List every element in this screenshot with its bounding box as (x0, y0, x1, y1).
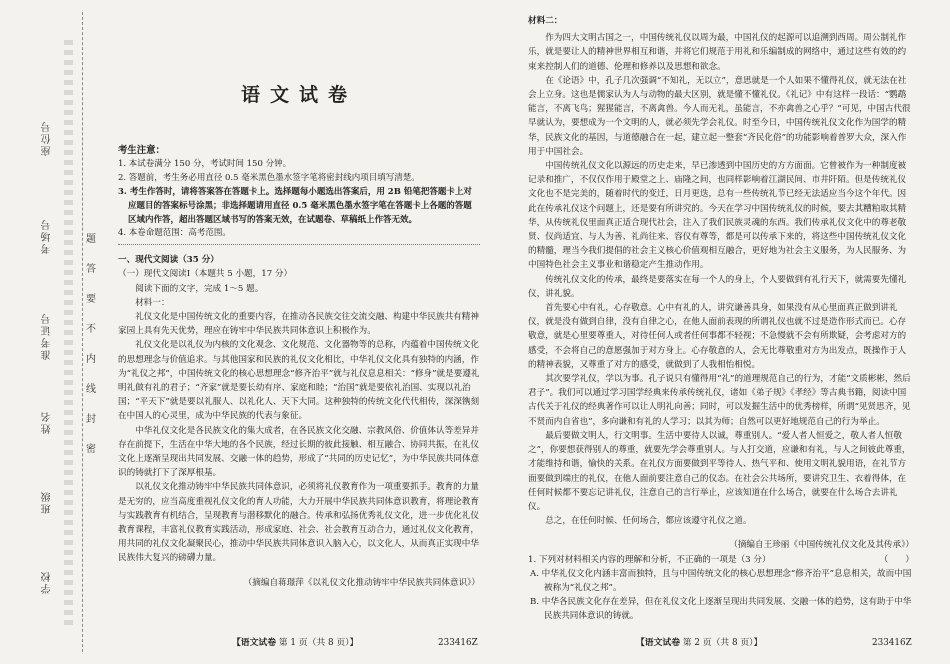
seal-char: 要 (86, 294, 96, 305)
seal-char: 封 (86, 414, 96, 425)
footer-label: 【语文试卷 (636, 638, 680, 648)
notice-item: 2. 答题前，考生务必用直径 0.5 毫米黑色墨水签字笔将密封线内项目填写清楚。 (118, 173, 420, 184)
page-2 (528, 14, 914, 624)
school-label: 学校 (42, 570, 53, 594)
footer-page: 第 2 页（共 8 页）】 (682, 638, 763, 648)
option-b: B. 中华各民族文化存在差异，但在礼仪文化上逐渐呈现出共同发展、交融一体的趋势，这有助于中华民族共同体意识的铸就。 (530, 597, 912, 622)
footer-code: 233416Z (438, 638, 478, 648)
material-label: 材料二： (528, 16, 563, 26)
exam-room-label: 考场号 (42, 218, 53, 254)
instructions: 阅读下面的文字，完成 1～5 题。 (135, 283, 264, 294)
paragraph: 在《论语》中，孔子几次强调“不知礼，无以立”，意思就是一个人如果不懂得礼仪，就无法在社会上立身。这也是儒家认为人与动物的最大区别，就是懂不懂礼仪。《礼记》中有这样一段话：“鹦鹉能言，不离飞鸟；猩猩能言，不离禽兽。今人而无礼，虽能言，不亦禽兽之心乎？”可见，中国古代很早就认为，要想成为一个文明的人，就必须先学会礼仪。时至今日，中国传统礼仪文化作为国学的精华，民族文化的基因，与道德融合在一起，建立起一整套“齐民化俗”的功能影响着普罗大众，深入作用于中国社会。 (528, 75, 911, 157)
page-1-footer (232, 635, 358, 648)
seal-char: 内 (86, 354, 96, 365)
paragraph: 礼仪文化是中国传统文化的重要内容，在推动各民族交往交流交融、构建中华民族共有精神家园上具有先天优势，理应在铸牢中华民族共同体意识上积极作为。 (118, 312, 479, 337)
ticket-number-label: 准考证号 (42, 312, 53, 360)
notice-title: 考生注意： (118, 145, 165, 157)
paragraph: 中华礼仪文化是各民族文化的集大成者，在各民族文化交融、宗教风俗、价值体认等差异并存在前提下，生活在中华大地的各个民族，经过长期的彼此接触、相互融合、协同共振，在礼仪文化上逐渐呈现出共同发展、交融一体的趋势，形成了“共同的历史记忆”，为中华民族共同体意识的铸就打下了深厚根基。 (118, 425, 480, 479)
section-heading: 一、现代文阅读（35 分） (118, 255, 219, 266)
footer-label: 【语文试卷 (232, 638, 276, 648)
notice-item: 4. 本卷命题范围：高考范围。 (118, 228, 231, 239)
binding-margin (0, 0, 112, 664)
paragraph: 最后要做文明人，行文明事。生活中要待人以诚，尊重别人。“爱人者人恒爱之，敬人者人恒敬之”，你要想获得别人的尊重，就要先学会尊重别人。与人打交道，应谦和有礼，与人之间彼此尊重，才能维持和谐，愉快的关系。在礼仪方面要做到平等待人、热气平和、使用文明礼貌用语，在礼节方面要做到端庄的礼仪，在他人面前要注意自己的仪态。在社会公共场所，要讲究卫生、衣着得体，在任何时候都不要忘记讲礼仪，注意自己的言行举止，应该知道在什么场合，就要在什么场合去讲礼仪。 (528, 430, 911, 512)
class-label: 班级 (42, 490, 53, 514)
paragraph: 其次要学礼仪，学以为事。孔子说只有懂得用“礼”的道理规范自己的行为，才能“文质彬彬，然后君子”。我们可以通过学习国学经典来传承传统礼仪，诸如《弟子规》《孝经》等古典书籍，阅读中国古代关于礼仪的经典著作可以让人明礼向善；同时，可以发掘生活中的优秀榜样，所谓“见贤思齐，见不贤而内自省也”，多向谦和有礼的人学习；以其为师；自然可以更好地规范自己的行为举止。 (528, 374, 911, 427)
material-label: 材料一： (135, 297, 170, 308)
paragraph: 中国传统礼仪文化以源远的历史走来，早已渗透到中国历史的方方面面。它曾被作为一种制度被记录和推广，不仅仅作用于殿堂之上、庙隆之间，也同样影响着江湖民间、市井阡陌。但是传统礼仪文化也不是完美的，随着时代的变迁，日月更迭，总有一些传统礼节已经无法适应当今这个年代。因此在传承礼仪这个问题上，还是要有所讲究的。今天在学习中国传统礼仪的时候，要去其糟粕取其精华，从传统礼仪里面真正适合现代社会，注入了我们民族灵魂的东西。我们传承礼仪文化中的尊老敬贤、仪尚适宜、与人为善、礼尚往来、容仪有尊等，都是可以传承下来的，将这些中国传统礼仪文化的精髓，理当今我们提倡的社会主义核心价值观相互融合，更好地为社会主义服务，为人民服务、为中国特色社会主义事业和谐稳定产生推动作用。 (528, 161, 907, 271)
paragraph: 以礼仪文化推动铸牢中华民族共同体意识，必须将礼仪教育作为一项重要抓手。教育的力量是无穷的，应当高度重视礼仪文化的育人功能，大力开展中华民族共同体意识教育，将理论教育与实践教育有机结合，呈现教育与潜移默化的融合。传承和弘扬优秀礼仪文化，进一步优化礼仪教育课程，丰富礼仪教育实践活动，形成家庭、社会、社会教育互动合力，通过礼仪文化教育，用共同的礼仪文化凝聚民心，推动中华民族共同体意识入脑入心，以文化人，从而真正实现中华民族伟大复兴的磅礴力量。 (118, 482, 479, 564)
seal-char: 题 (86, 234, 96, 245)
seal-char: 密 (86, 444, 96, 455)
paragraph: 礼仪文化是以礼仪为内核的文化观念、文化规范、文化器物等的总称，内蕴着中国传统文化的思想理念与价值追求。与其他国家和民族的礼仪文化相比，中华礼仪文化具有独特的内涵，作为“礼仪之邦”，中国传统文化的核心思想理念“修齐治平”就与礼仪息息相关：“修身”就是要遵礼明礼做有礼的君子；“齐家”就是要长幼有序、家庭和睦；“治国”就是要依礼治国、实现以礼治国；“平天下”就是要以礼服人、以礼化人、天下大同。这种独特的传统文化代代相传，深深镌刻在中国人的心灵里，成为中华民族的代表与象征。 (118, 340, 480, 422)
seal-char: 答 (86, 264, 96, 275)
notice-item: 3. 考生作答时，请将答案答在答题卡上。选择题每小题选出答案后，用 2B 铅笔把答题卡上对应题目的答案标号涂黑；非选择题请用直径 0.5 毫米黑色墨水签字笔在答题卡上各题的答题区域内作答，超出答题区域书写的答案无效，在试题卷、草稿纸上作答无效。 (118, 187, 472, 225)
source-citation: （摘编自蒋璟萍《以礼仪文化推动铸牢中华民族共同体意识》） (243, 577, 480, 588)
divider (118, 244, 480, 245)
source-citation: （摘编自王珍丽《中国传统礼仪文化及其传承》） (729, 540, 914, 551)
name-label: 姓名 (42, 410, 53, 434)
footer-page: 第 1 页（共 8 页）】 (278, 638, 359, 648)
paragraph: 传统礼仪文化的传承，最终是要落实在每一个人的身上，个人要做到有礼行天下，就需要先懂礼仪，讲礼貌。 (528, 274, 907, 299)
subsection-heading: （一）现代文阅读Ⅰ（本题共 5 小题，17 分） (118, 269, 293, 280)
question-1 (528, 553, 914, 567)
paragraph: 作为四大文明古国之一，中国传统礼仪以周为最，中国礼仪的起源可以追溯到西周。周公制礼作乐，就是要让人的精神世界相互和谐，并将它们规范于用礼和乐编制成的网络中，通过这些有效的约束来控制人们的道德、伦理和修养以及思想和欲念。 (528, 33, 907, 72)
footer-code: 233416Z (872, 638, 912, 648)
notice-item: 1. 本试卷满分 150 分，考试时间 150 分钟。 (118, 159, 292, 170)
page-2-footer (636, 635, 762, 648)
page-title: 语文试卷 (240, 84, 357, 106)
paragraph: 首先要心中有礼，心存敬意。心中有礼的人，讲究谦善具身，如果没有从心里面真正做到讲礼仪，就是没有做到自律，没有自律之心，在他人面前表现的所谓礼仪也就不过是造作形式而已。心存敬意，就是心里要尊重人，对待任何人或者任何事都不轻视；不急慢就不会有所欺疑，会考虑对方的感受，不会将自己的意愿强加于对方身上。心存敬意的人，会无比尊敬重对方为出发点，既操作于人的精神表貌，又尊重了对方的感受，就做到了人我相怡相悦。 (528, 303, 907, 370)
option-a: A. 中华礼仪文化内涵丰富而独特，且与中国传统文化的核心思想理念“修齐治平”息息相关，故而中国被称为“礼仪之邦”。 (530, 568, 912, 593)
ornament-border (64, 40, 73, 630)
seal-char: 线 (86, 384, 96, 395)
paragraph: 总之，在任何时候、任何场合，都应该遵守礼仪之道。 (545, 516, 752, 527)
page-1 (118, 14, 480, 590)
seal-line (82, 12, 83, 652)
answer-bracket: （ ） (879, 554, 914, 565)
seat-number-label: 座位号 (42, 120, 53, 156)
question-1-text: 1. 下列对材料相关内容的理解和分析，不正确的一项是（3 分） (528, 554, 771, 565)
seal-char: 不 (86, 324, 96, 335)
